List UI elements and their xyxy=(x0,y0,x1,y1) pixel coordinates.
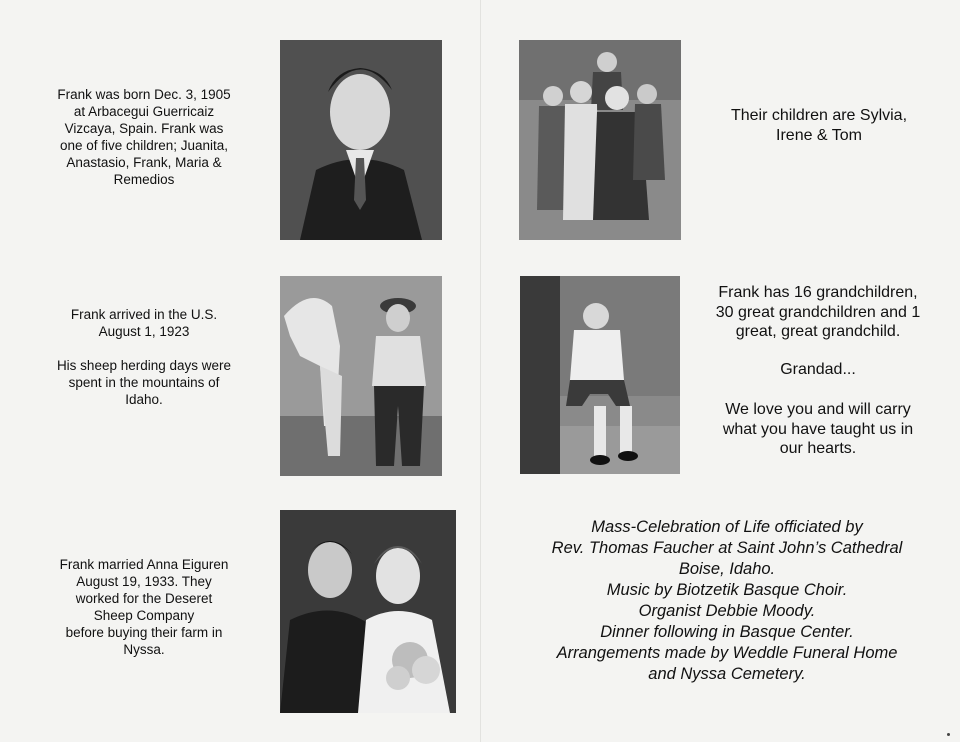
man-with-horse-photo xyxy=(280,276,442,476)
family-group-photo xyxy=(519,40,681,240)
wedding-couple-photo xyxy=(280,510,456,713)
love-text: We love you and will carry what you have taught us in our hearts. xyxy=(722,401,914,457)
mass-celebration-text: Mass-Celebration of Life officiated by Rev. Thomas Faucher at Saint John’s Cathedral Boise, Idaho. Music by Biotzetik Basque Choir. Organist Debbie Moody. Dinner following in Basque Center. Arrangements made by Weddle Funeral Home and Nyssa Cemetery. xyxy=(551,518,903,683)
arrival-caption: Frank arrived in the U.S. August 1, 1923 His sheep herding days were spent in the mountains of Idaho. xyxy=(56,307,232,407)
children-text: Their children are Sylvia, Irene & Tom xyxy=(730,107,908,144)
marriage-caption: Frank married Anna Eiguren August 19, 1933. They worked for the Deseret Sheep Company before buying their farm in Nyssa. xyxy=(59,557,229,657)
man-seated-on-stairs-photo xyxy=(520,276,680,474)
young-man-portrait-photo xyxy=(280,40,442,240)
center-fold xyxy=(480,0,481,742)
grandchildren-text: Frank has 16 grandchildren, 30 great grandchildren and 1 great, great grandchild. xyxy=(715,284,921,340)
corner-mark xyxy=(947,733,950,736)
grandad-text: Grandad... xyxy=(780,361,856,378)
birth-caption: Frank was born Dec. 3, 1905 at Arbacegui Guerricaiz Vizcaya, Spain. Frank was one of five children; Juanita, Anastasio, Frank, Maria & Remedios xyxy=(57,87,231,187)
